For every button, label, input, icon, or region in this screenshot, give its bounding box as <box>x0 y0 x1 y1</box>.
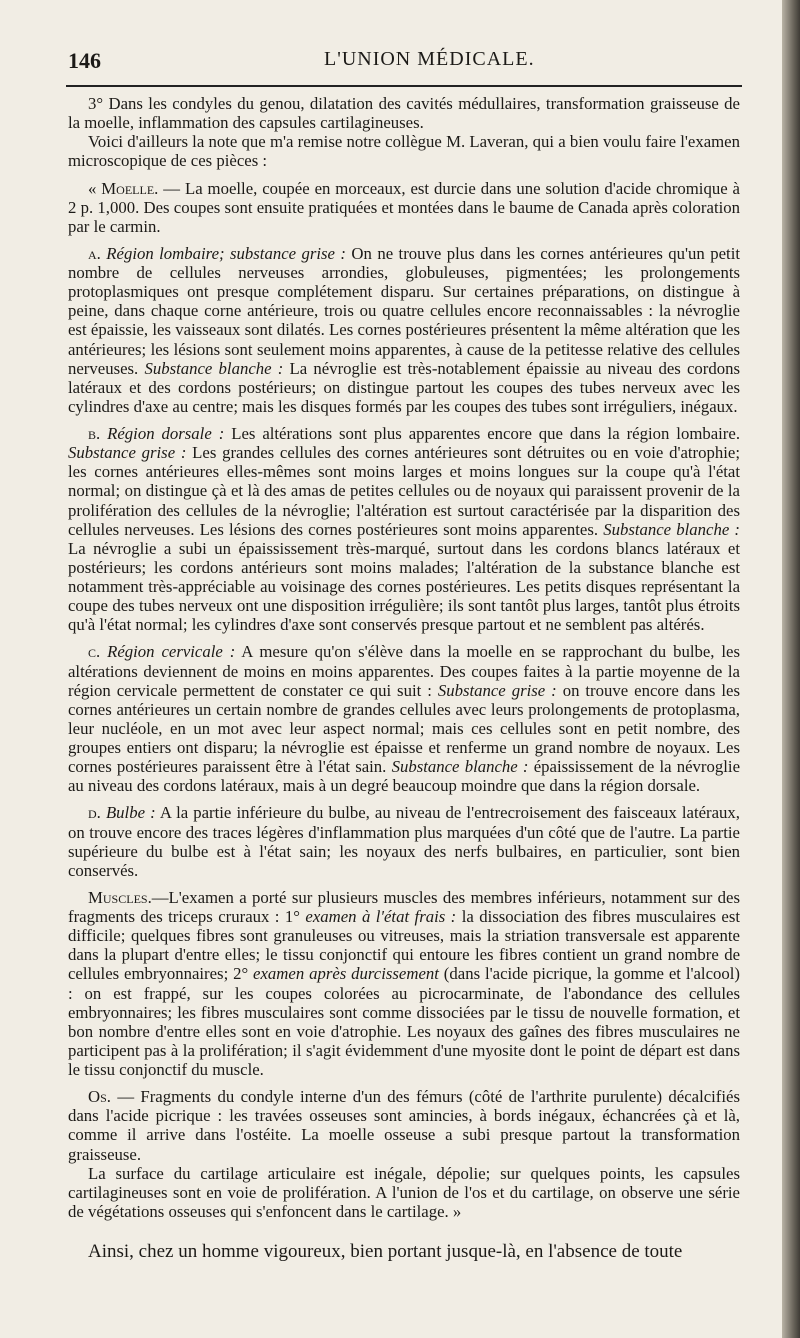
header-rule <box>66 85 742 87</box>
section-lead: Os. <box>88 1087 111 1107</box>
paragraph-region-lombaire <box>68 244 740 416</box>
page-header <box>68 48 740 78</box>
italic-heading: examen après durcissement <box>253 964 439 984</box>
italic-heading: Région dorsale : <box>107 424 225 443</box>
paragraph-condyles <box>68 94 740 132</box>
italic-heading: examen à l'état frais : <box>305 907 457 926</box>
paragraph-text: la dissociation des fibres musculaires est difficile; quelques fibres sont granuleuses ou vitreuses, mais la striation transversale est apparente dans la plupart d'entre elles; le tissu conjonctif qui entoure les fibres contient un grand nombre de cellules embryonnaires; 2° <box>68 907 740 984</box>
paragraph-text: Les grandes cellules des cornes antérieures sont détruites ou en voie d'atrophie; les cornes antérieures elles-mêmes sont moins larges et moins longues sur la coupe qu'à l'état normal; on distingue çà et là des amas de petites cellules ou de noyaux qui paraissent provenir de la prolifération des cellules de la névroglie; l'altération est surtout caractérisée par la disparition des cellules nerveuses. Les lésions des cornes postérieures sont moins apparentes. <box>68 443 740 539</box>
paragraph-text: (dans l'acide picrique, la gomme et l'alcool) : on est frappé, sur les coupes colorées au picrocarminate, de l'abondance des cellules embryonnaires; les fibres musculaires sont comme dissociées par le tissu de nouvelle formation, et bon nombre d'entre elles sont en voie d'atrophie. Les noyaux des gaînes des fibres musculaires ne participent pas à la prolifération; il s'agit évidemment d'une myosite dont le point de départ est dans le tissu conjonctif du muscle. <box>68 964 740 1079</box>
section-lead: a. <box>88 243 101 263</box>
italic-heading: Substance grise : <box>437 680 557 700</box>
page-edge-shadow <box>782 0 800 1338</box>
paragraph-text: La névroglie a subi un épaississement très-marqué, surtout dans les cordons blancs latéraux et postérieurs; les cordons antérieurs sont moins malades; l'altération de la substance blanche est notamment très-appréciable au voisinage des cornes postérieures. Les petits disques représentant la coupe des tubes nerveux ont une disposition irrégulière; ils sont tantôt plus larges, tantôt plus étroits qu'à l'état normal; les cylindres d'axe sont conservés presque partout et ne semblent pas altérés. <box>68 538 740 635</box>
paragraph-conclusion <box>68 1241 740 1263</box>
section-lead: Muscles. <box>88 887 152 907</box>
italic-heading: Région lombaire; substance grise : <box>106 243 346 263</box>
section-lead: d. <box>88 803 101 823</box>
paragraph-cartilage <box>68 1164 740 1221</box>
italic-heading: Substance blanche : <box>391 757 529 777</box>
section-lead: « Moelle. <box>88 178 159 198</box>
paragraph-text: Ainsi, chez un homme vigoureux, bien portant jusque-là, en l'absence de toute <box>88 1241 683 1262</box>
paragraph-muscles <box>68 888 740 1079</box>
paragraph-text: — La moelle, coupée en morceaux, est durcie dans une solution d'acide chromique à 2 p. 1,000. Des coupes sont ensuite pratiquées et montées dans le baume de Canada après coloration par le carmin. <box>68 178 740 236</box>
paragraph-text: A la partie inférieure du bulbe, au niveau de l'entrecroisement des faisceaux latéraux, on trouve encore des traces légères d'inflammation plus marquées d'un côté que de l'autre. La partie supérieure du bulbe est à l'état sain; les noyaux des nerfs bulbaires, en particulier, sont bien conservés. <box>68 803 740 880</box>
paragraph-text: La surface du cartilage articulaire est inégale, dépolie; sur quelques points, les capsules cartilagineuses sont en voie de prolifération. A l'union de l'os et du cartilage, on observe une série de végétations osseuses qui s'enfoncent dans le cartilage. » <box>68 1163 740 1221</box>
paragraph-text: La névroglie est très-notablement épaissie au niveau des cordons latéraux et des cordons postérieurs; on distingue partout les coupes des tubes nerveux avec les cylindres d'axe au centre; mais les disques formés par les coupes des tubes sont irréguliers, inégaux. <box>68 358 740 416</box>
paragraph-text: Voici d'ailleurs la note que m'a remise notre collègue M. Laveran, qui a bien voulu faire l'examen microscopique de ces pièces : <box>68 132 740 171</box>
section-lead: c. <box>88 642 101 662</box>
paragraph-note-intro <box>68 132 740 170</box>
paragraph-text: on trouve encore dans les cornes antérieures un certain nombre de grandes cellules avec leurs prolongements de protoplasma, leur nucléole, en un mot avec leur aspect normal; mais ces cellules sont en petit nombre, des groupes entiers ont disparu; la névroglie est épaisse et renferme un grand nombre de noyaux. Les cornes postérieures paraissent être à l'état sain. <box>68 680 740 777</box>
paragraph-text: —L'examen a porté sur plusieurs muscles des membres inférieurs, notamment sur des fragments des triceps cruraux : 1° <box>68 887 740 926</box>
italic-heading: Substance blanche : <box>603 519 740 539</box>
paragraph-text: On ne trouve plus dans les cornes antérieures qu'un petit nombre de cellules nerveuses arrondies, globuleuses, pigmentées; les prolongements protoplasmiques ont presque complétement disparu. Sur certaines préparations, on distingue à peine, dans chaque corne antérieure, trois ou quatre cellules encore reconnaissables : la névroglie est épaissie, les vaisseaux sont dilatés. Les cornes postérieures présentent la même altération que les antérieures; les lésions sont seulement moins apparentes, à cause de la petitesse relative des cellules nerveuses. <box>68 243 740 378</box>
paragraph-region-dorsale <box>68 424 740 634</box>
paragraph-os <box>68 1087 740 1164</box>
section-lead: b. <box>88 424 101 443</box>
italic-heading: Région cervicale : <box>107 642 236 662</box>
paragraph-moelle <box>68 179 740 236</box>
italic-heading: Bulbe : <box>105 803 156 823</box>
italic-heading: Substance grise : <box>68 443 187 463</box>
page-number: 146 <box>68 48 101 73</box>
paragraph-text: Les altérations sont plus apparentes encore que dans la région lombaire. <box>224 424 741 443</box>
paragraph-text: — Fragments du condyle interne d'un des fémurs (côté de l'arthrite purulente) décalcifiés dans l'acide picrique : les travées osseuses sont amincies, à bords inégaux, échancrées çà et là, comme il arrive dans l'ostéite. La moelle osseuse a subi presque partout la transformation graisseuse. <box>68 1087 740 1164</box>
italic-heading: Substance blanche : <box>144 358 284 378</box>
running-title: L'UNION MÉDICALE. <box>324 48 535 70</box>
paragraph-text: 3° Dans les condyles du genou, dilatation des cavités médullaires, transformation graisseuse de la moelle, inflammation des capsules cartilagineuses. <box>68 94 740 133</box>
paragraph-region-cervicale <box>68 642 740 795</box>
paragraph-text: A mesure qu'on s'élève dans la moelle en se rapprochant du bulbe, les altérations deviennent de moins en moins apparentes. Des coupes faites à la partie moyenne de la région cervicale permettent de constater ce qui suit : <box>68 642 740 700</box>
page-body <box>68 94 740 1263</box>
paragraph-text: épaississement de la névroglie au niveau des cordons latéraux, mais à un degré beaucoup moindre que dans la région dorsale. <box>68 757 741 796</box>
paragraph-bulbe <box>68 803 740 880</box>
